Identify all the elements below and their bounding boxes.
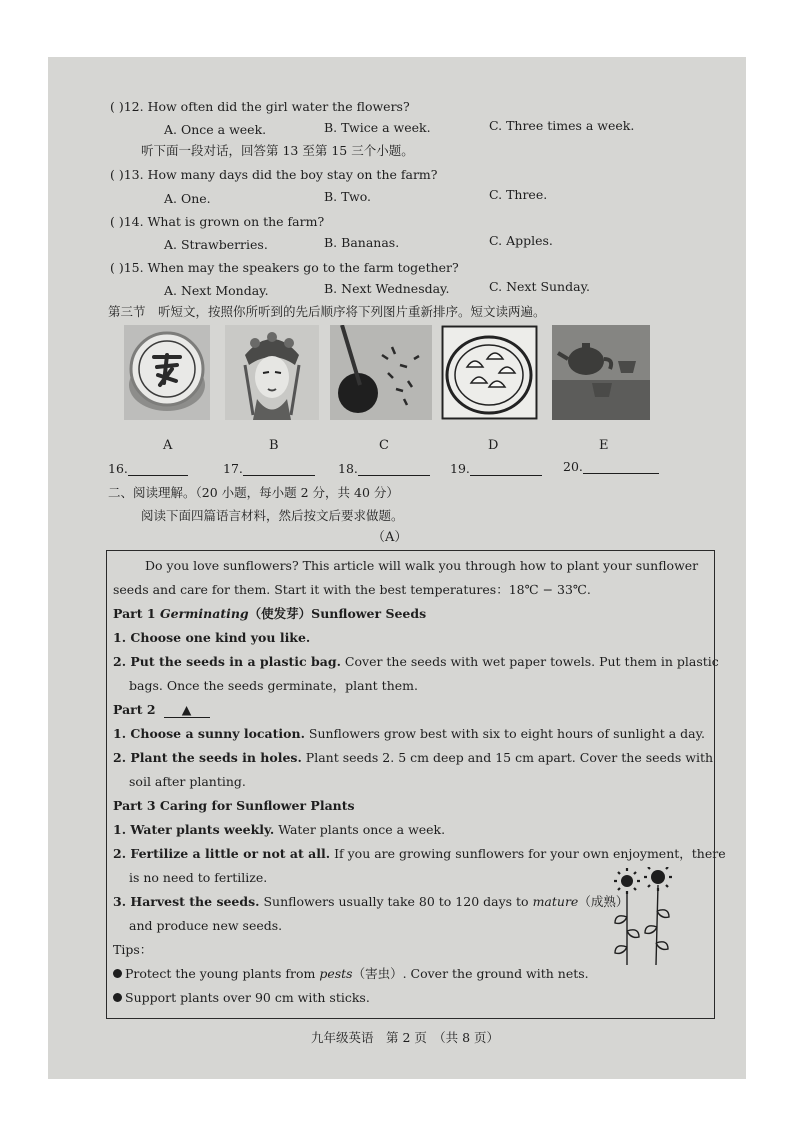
- q13-option-a: A. One.: [164, 191, 211, 206]
- picture-c-label: C: [379, 438, 389, 453]
- part-1-step-1: 1. Choose one kind you like.: [113, 630, 311, 645]
- picture-b-label: B: [269, 438, 279, 453]
- part-3-step-3-cont: and produce new seeds.: [129, 918, 283, 933]
- picture-b: [225, 325, 319, 420]
- tea-set-icon: [552, 325, 650, 420]
- q13-option-b: B. Two.: [324, 189, 372, 204]
- picture-a-label: A: [163, 438, 173, 453]
- tip-1: Protect the young plants from pests（害虫）. Cover the ground with nets.: [113, 966, 589, 981]
- picture-c: [330, 325, 432, 420]
- answer-17-number: 17.: [223, 461, 243, 476]
- part-1-step-2-cont: bags. Once the seeds germinate，plant them.: [129, 678, 418, 693]
- part-1-title: Part 1 Germinating（使发芽）Sunflower Seeds: [113, 606, 427, 621]
- question-15: ( )15. When may the speakers go to the farm together?: [110, 260, 459, 275]
- q15-option-b: B. Next Wednesday.: [324, 281, 450, 296]
- section-3-instruction: 第三节 听短文，按照你所听到的先后顺序将下列图片重新排序。短文读两遍。: [108, 304, 546, 319]
- answer-20[interactable]: [563, 459, 659, 474]
- answer-16-number: 16.: [108, 461, 128, 476]
- reading-instruction: 阅读下面四篇语言材料，然后按文后要求做题。: [141, 508, 404, 523]
- bullet-icon: [113, 993, 122, 1002]
- q15-option-c: C. Next Sunday.: [489, 279, 590, 294]
- instruction-13-15: 听下面一段对话，回答第 13 至第 15 三个小题。: [141, 143, 414, 158]
- passage-a-label: （A）: [372, 530, 408, 545]
- question-12: ( )12. How often did the girl water the flowers?: [110, 99, 410, 114]
- picture-a: [124, 325, 210, 420]
- answer-18-number: 18.: [338, 461, 358, 476]
- page-footer: 九年级英语 第 2 页 （共 8 页）: [311, 1030, 500, 1045]
- answer-19[interactable]: [450, 461, 542, 476]
- q14-option-a: A. Strawberries.: [164, 237, 268, 252]
- answer-16[interactable]: [108, 461, 188, 476]
- picture-e-label: E: [599, 438, 609, 453]
- answer-20-number: 20.: [563, 459, 583, 474]
- part-1-step-2: 2. Put the seeds in a plastic bag. Cover the seeds with wet paper towels. Put them in plastic: [113, 654, 719, 669]
- q12-option-c: C. Three times a week.: [489, 118, 635, 133]
- intro-line-1: Do you love sunflowers? This article will walk you through how to plant your sunflower: [145, 558, 699, 573]
- sunflower-icon: [610, 867, 676, 967]
- part-2-step-2: 2. Plant the seeds in holes. Plant seeds 2. 5 cm deep and 15 cm apart. Cover the seeds with: [113, 750, 714, 765]
- tip-2: Support plants over 90 cm with sticks.: [113, 990, 370, 1005]
- question-13: ( )13. How many days did the boy stay on the farm?: [110, 167, 438, 182]
- part-3-step-2: 2. Fertilize a little or not at all. If you are growing sunflowers for your own enjoyment，there: [113, 846, 726, 861]
- passage-a-box: [106, 550, 726, 1019]
- part-2-step-2-cont: soil after planting.: [129, 774, 246, 789]
- part-3-step-3: 3. Harvest the seeds. Sunflowers usually take 80 to 120 days to mature（成熟）: [113, 894, 629, 909]
- picture-d-label: D: [488, 438, 499, 453]
- dumplings-plate-icon: [441, 325, 538, 420]
- exam-page: [48, 57, 746, 1079]
- q14-option-c: C. Apples.: [489, 233, 553, 248]
- answer-17[interactable]: [223, 461, 315, 476]
- answer-19-number: 19.: [450, 461, 470, 476]
- part-3-step-2-cont: is no need to fertilize.: [129, 870, 268, 885]
- chinese-chess-piece-icon: [124, 325, 210, 420]
- tips-title: Tips：: [113, 942, 153, 957]
- chinese-calligraphy-icon: [330, 325, 432, 420]
- intro-line-2: seeds and care for them. Start it with the best temperatures：18℃ − 33℃.: [113, 582, 591, 597]
- q14-option-b: B. Bananas.: [324, 235, 400, 250]
- part-2-title-blank[interactable]: ▲: [164, 702, 210, 718]
- peking-opera-mask-icon: [225, 325, 319, 420]
- question-14: ( )14. What is grown on the farm?: [110, 214, 325, 229]
- part-3-title: Part 3 Caring for Sunflower Plants: [113, 798, 355, 813]
- reading-heading: 二、阅读理解。（20 小题，每小题 2 分，共 40 分）: [108, 485, 399, 500]
- answer-18[interactable]: [338, 461, 430, 476]
- bullet-icon: [113, 969, 122, 978]
- picture-e: [552, 325, 650, 420]
- part-3-step-1: 1. Water plants weekly. Water plants once a week.: [113, 822, 446, 837]
- q13-option-c: C. Three.: [489, 187, 548, 202]
- q12-option-b: B. Twice a week.: [324, 120, 431, 135]
- part-2-step-1: 1. Choose a sunny location. Sunflowers grow best with six to eight hours of sunlight a day.: [113, 726, 705, 741]
- part-2-title: Part 2 ▲: [113, 702, 210, 718]
- q15-option-a: A. Next Monday.: [164, 283, 269, 298]
- picture-d: [441, 325, 538, 420]
- q12-option-a: A. Once a week.: [164, 122, 267, 137]
